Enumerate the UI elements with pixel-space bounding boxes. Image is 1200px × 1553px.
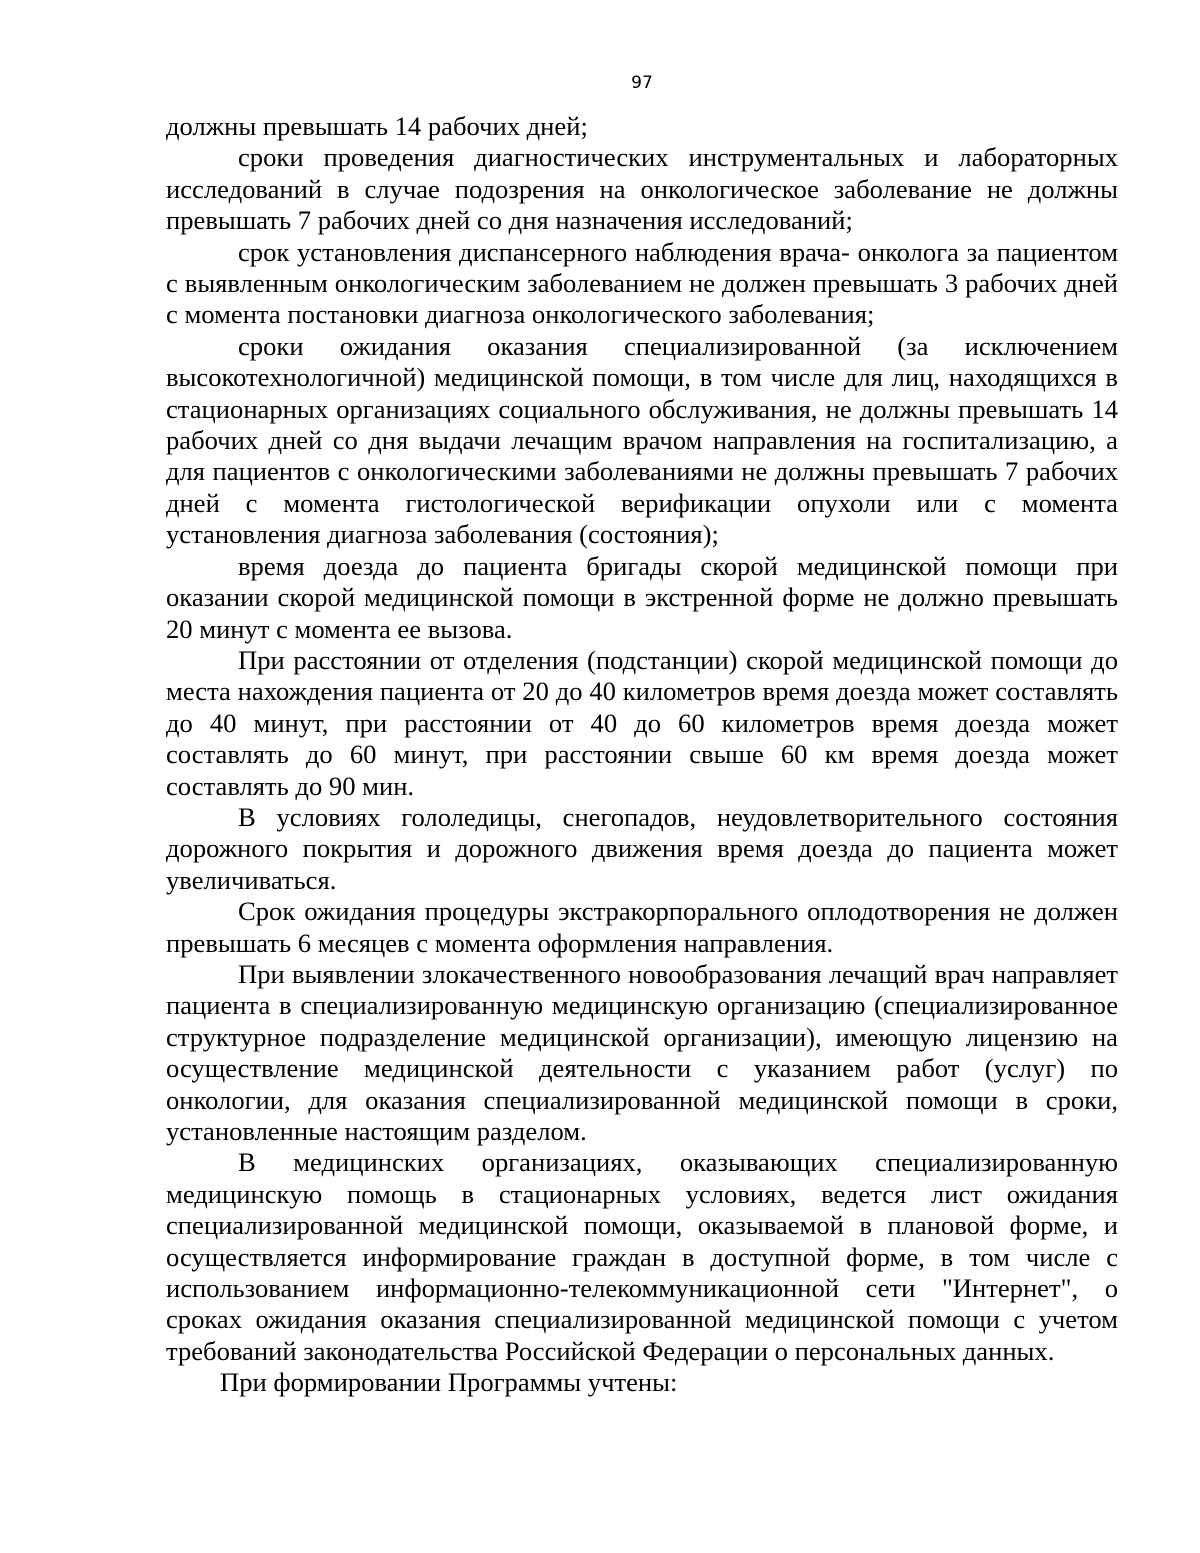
paragraph-program-formation: При формировании Программы учтены: [220, 1367, 678, 1398]
paragraph-ambulance-distance: При расстоянии от отделения (подстанции) скорой медицинской помощи до места нахождения пациента от 20 до 40 километров время доезда может составлять до 40 минут, при расстоянии от 40 до 60 километров время доезда может составлять до 60 минут, при расстоянии свыше 60 км время доезда может составлять до 90 мин. [166, 644, 1118, 801]
page-number: 97 [631, 73, 653, 93]
paragraph-weather-conditions: В условиях гололедицы, снегопадов, неудовлетворительного состояния дорожного покрытия и дорожного движения время доезда до пациента может увеличиваться. [166, 801, 1118, 895]
paragraph-ambulance-arrival: время доезда до пациента бригады скорой медицинской помощи при оказании скорой медицинской помощи в экстренной форме не должно превышать 20 минут с момента ее вызова. [166, 550, 1118, 644]
document-body [166, 111, 1118, 1399]
paragraph-dispensary-observation: срок установления диспансерного наблюдения врача- онколога за пациентом с выявленным онкологическим заболеванием не должен превышать 3 рабочих дней с момента постановки диагноза онкологического заболевания; [166, 236, 1118, 330]
paragraph-ivf-wait: Срок ожидания процедуры экстракорпорального оплодотворения не должен превышать 6 месяцев с момента оформления направления. [166, 896, 1118, 958]
paragraph-specialized-care-wait: сроки ожидания оказания специализированной (за исключением высокотехнологичной) медицинской помощи, в том числе для лиц, находящихся в стационарных организациях социального обслуживания, не должны превышать 14 рабочих дней со дня выдачи лечащим врачом направления на госпитализацию, а для пациентов с онкологическими заболеваниями не должны превышать 7 рабочих дней с момента гистологической верификации опухоли или с момента установления диагноза заболевания (состояния); [166, 330, 1118, 550]
paragraph-diagnostics-terms: сроки проведения диагностических инструментальных и лабораторных исследований в случае подозрения на онкологическое заболевание не должны превышать 7 рабочих дней со дня назначения исследований; [166, 142, 1118, 236]
paragraph-waiting-list: В медицинских организациях, оказывающих специализированную медицинскую помощь в стационарных условиях, ведется лист ожидания специализированной медицинской помощи, оказываемой в плановой форме, и осуществляется информирование граждан в доступной форме, в том числе с использованием информационно-телекоммуникационной сети "Интернет", о сроках ожидания оказания специализированной медицинской помощи с учетом требований законодательства Российской Федерации о персональных данных. [166, 1147, 1118, 1366]
paragraph-oncology-referral: При выявлении злокачественного новообразования лечащий врач направляет пациента в специализированную медицинскую организацию (специализированное структурное подразделение медицинской организации), имеющую лицензию на осуществление медицинской деятельности с указанием работ (услуг) по онкологии, для оказания специализированной медицинской помощи в сроки, установленные настоящим разделом. [166, 958, 1118, 1146]
paragraph-continuation: должны превышать 14 рабочих дней; [166, 111, 588, 141]
